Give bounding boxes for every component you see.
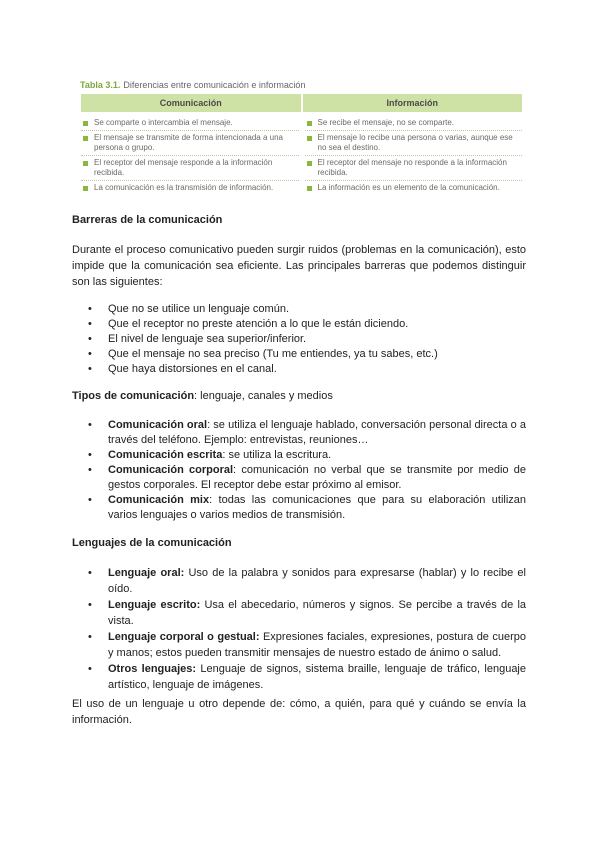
list-item [72,597,526,629]
tipos-heading [72,390,333,402]
list-item-term: Comunicación escrita [108,449,223,461]
list-item-text: : se utiliza el lenguaje hablado, conversación personal directa o a través del teléfono. Ejemplo: entrevistas, reuniones… [108,419,526,446]
informacion-column [305,116,523,195]
table-row [81,156,299,181]
table-cell: La información es un elemento de la comunicación. [317,183,500,192]
list-item: • El nivel de lenguaje sea superior/inferior. [72,332,526,347]
tipos-heading-subtitle: : lenguaje, canales y medios [194,390,333,402]
list-item-text: Uso de la palabra y sonidos para expresarse (hablar) y lo recibe el oído. [108,567,526,595]
table-row [81,181,299,195]
table-cell: Se comparte o intercambia el mensaje. [94,118,233,127]
list-item-text: : comunicación no verbal que se transmite por medio de gestos corporales. El receptor debe estar próximo al emisor. [108,464,526,491]
bullet-square-icon [307,161,312,166]
bullet-square-icon [83,136,88,141]
table-row [305,116,523,131]
list-item-term: Comunicación oral [108,419,208,431]
bullet-square-icon [83,186,88,191]
list-item: • Que no se utilice un lenguaje común. [72,302,526,317]
table-caption-number: Tabla 3.1. [80,80,121,90]
header-comunicacion: Comunicación [81,94,301,112]
list-item-term: Lenguaje oral: [108,567,185,579]
list-item [72,661,526,693]
bullet-square-icon [83,121,88,126]
list-item [72,463,526,493]
list-item-text: Expresiones faciales, expresiones, postura de cuerpo y manos; estos pueden transmitir mensajes de nuestro estado de ánimo o salud. [108,631,527,659]
list-item: • Que el mensaje no sea preciso (Tu me entiendes, ya tu sabes, etc.) [72,347,526,362]
list-item-term: Comunicación mix [108,494,210,506]
table-row [305,181,523,195]
table-cell: El mensaje se transmite de forma intencionada a una persona o grupo. [94,133,283,152]
bullet-square-icon [307,121,312,126]
table-caption [80,80,305,90]
tipos-heading-title: Tipos de comunicación [72,390,195,402]
tipos-list [72,418,526,523]
list-item [72,629,526,661]
comunicacion-column [81,116,299,195]
list-item [72,418,526,448]
list-item-term: Otros lenguajes: [108,663,197,675]
lenguajes-list [72,565,526,693]
comparison-table-header [81,94,522,112]
comparison-table [81,94,522,195]
list-item [72,565,526,597]
bullet-square-icon [307,186,312,191]
table-row [81,116,299,131]
table-cell: Se recibe el mensaje, no se comparte. [317,118,455,127]
list-item-text: Lenguaje de signos, sistema braille, lenguaje de tráfico, lenguaje artístico, lenguaje de imágenes. [108,663,526,691]
lenguajes-heading: Lenguajes de la comunicación [72,537,232,549]
table-caption-text: Diferencias entre comunicación e información [123,80,306,90]
header-informacion: Información [303,94,523,112]
barreras-list [72,302,526,377]
list-item [72,493,526,523]
list-item: • Que el receptor no preste atención a lo que le están diciendo. [72,317,526,332]
list-item [72,448,526,463]
table-row [81,131,299,156]
bullet-square-icon [83,161,88,166]
list-item-text: : todas las comunicaciones que para su elaboración utilizan varios lenguajes o varios medios de transmisión. [108,494,527,521]
list-item-term: Lenguaje corporal o gestual: [108,631,260,643]
table-row [305,156,523,181]
list-item-text: : se utiliza la escritura. [222,449,332,461]
list-item-term: Comunicación corporal [108,464,234,476]
table-row [305,131,523,156]
table-cell: El receptor del mensaje responde a la información recibida. [94,158,273,177]
lenguajes-closing: El uso de un lenguaje u otro depende de: cómo, a quién, para qué y cuándo se envía la información. [72,698,526,726]
table-cell: El mensaje lo recibe una persona o varias, aunque ese no sea el destino. [317,133,513,152]
list-item: • Que haya distorsiones en el canal. [72,362,526,377]
table-cell: El receptor del mensaje no responde a la información recibida. [317,158,507,177]
barreras-intro: Durante el proceso comunicativo pueden surgir ruidos (problemas en la comunicación), esto impide que la comunicación sea eficiente. Las principales barreras que podemos distinguir son las siguientes: [72,244,526,288]
bullet-square-icon [307,136,312,141]
barreras-heading: Barreras de la comunicación [72,214,223,226]
table-cell: La comunicación es la transmisión de información. [94,183,274,192]
list-item-text: Usa el abecedario, números y signos. Se percibe a través de la vista. [108,599,527,627]
list-item-term: Lenguaje escrito: [108,599,201,611]
